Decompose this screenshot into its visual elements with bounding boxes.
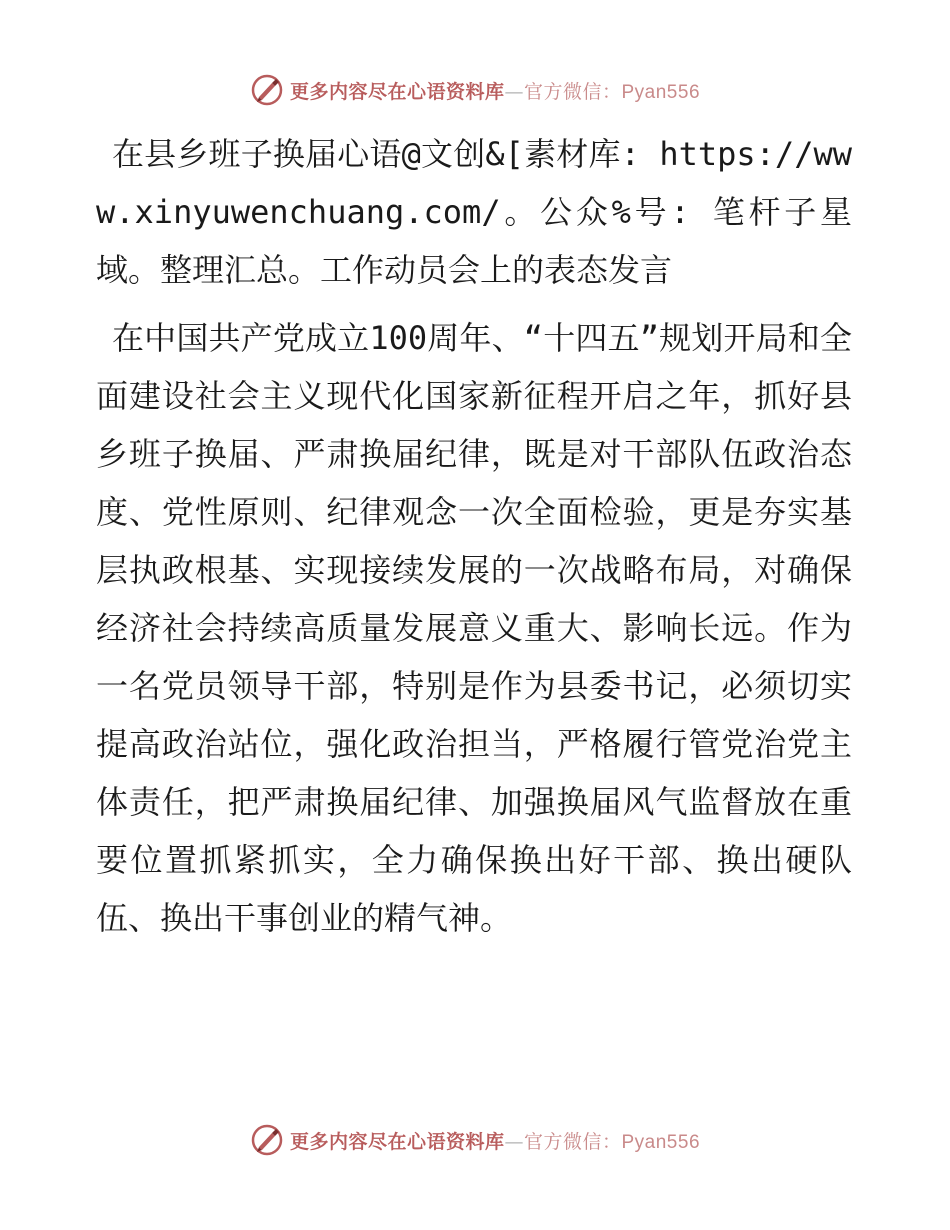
header-watermark [0,70,950,110]
watermark-contact-label: 官方微信： [523,80,622,103]
watermark-contact-id: Pyan556 [621,1131,701,1153]
watermark-brand: 更多内容尽在心语资料库 [289,1130,505,1153]
watermark-contact-label: 官方微信： [523,1130,622,1153]
watermark-brand: 更多内容尽在心语资料库 [289,80,505,103]
document-body [96,125,852,947]
footer-watermark [0,1120,950,1160]
watermark-separator: — [504,80,524,103]
pen-seal-icon [250,1123,284,1157]
watermark-separator: — [504,1130,524,1153]
document-title: 在县乡班子换届心语@文创&[素材库: https://www.xinyuwenchuang.com/。公众%号: 笔杆子星域。整理汇总。工作动员会上的表态发言 [96,135,852,289]
watermark-contact-id: Pyan556 [621,81,701,103]
pen-seal-icon [250,73,284,107]
body-paragraph: 在中国共产党成立100周年、“十四五”规划开局和全面建设社会主义现代化国家新征程开启之年，抓好县乡班子换届、严肃换届纪律，既是对干部队伍政治态度、党性原则、纪律观念一次全面检验，更是夯实基层执政根基、实现接续发展的一次战略布局，对确保经济社会持续高质量发展意义重大、影响长远。作为一名党员领导干部，特别是作为县委书记，必须切实提高政治站位，强化政治担当，严格履行管党治党主体责任，把严肃换届纪律、加强换届风气监督放在重要位置抓紧抓实，全力确保换出好干部、换出硬队伍、换出干事创业的精气神。 [96,319,852,937]
